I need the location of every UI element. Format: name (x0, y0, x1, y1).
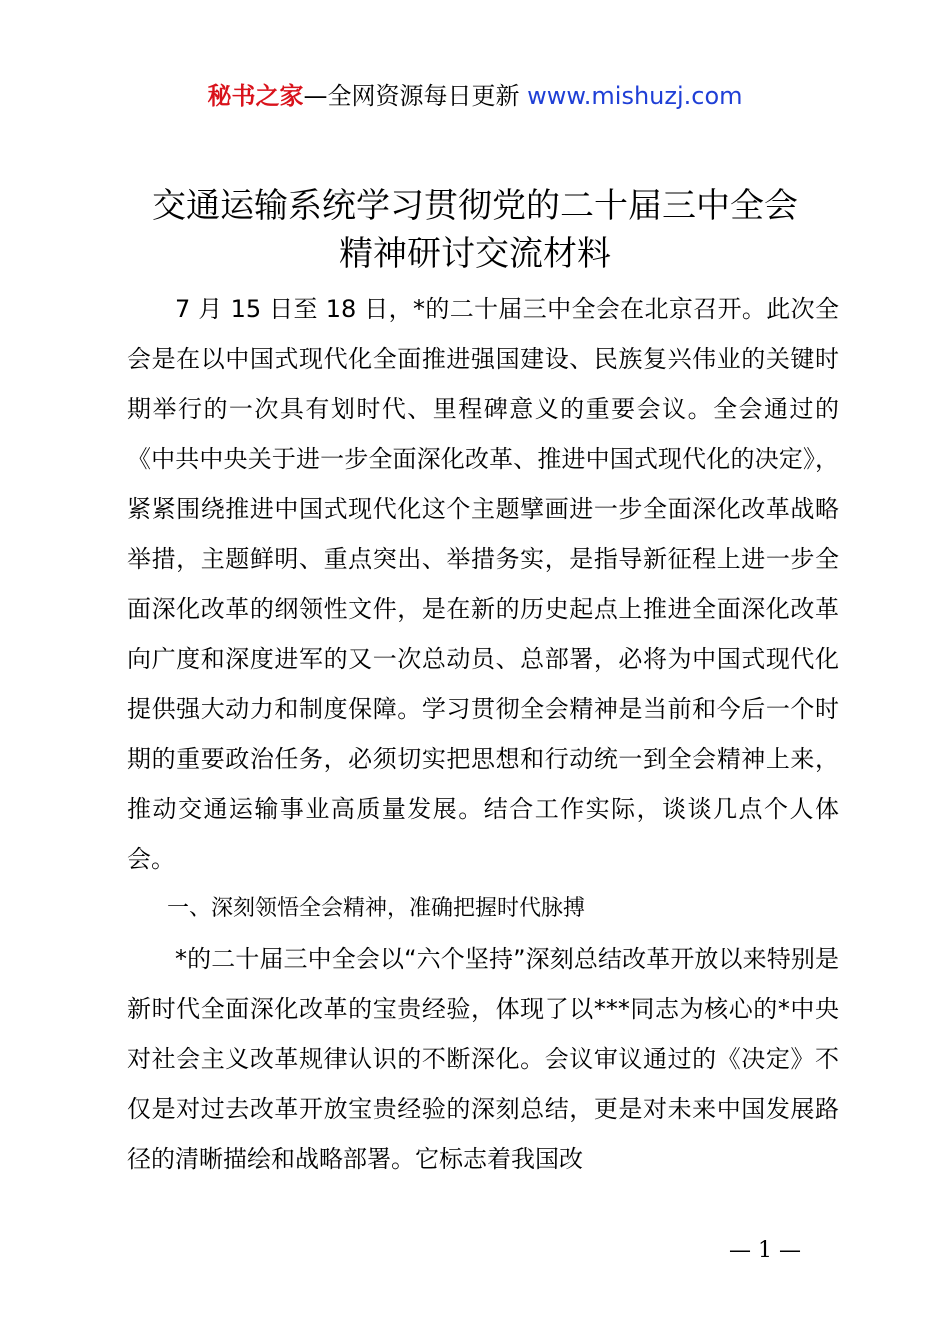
page-number: — 1 — (729, 1238, 801, 1263)
header-tagline: —全网资源每日更新 (303, 82, 520, 110)
site-header (0, 80, 950, 112)
brand-name: 秘书之家 (207, 82, 304, 110)
document-body (127, 284, 839, 1184)
document-title (0, 182, 950, 278)
title-line-2: 精神研讨交流材料 (339, 234, 611, 274)
paragraph-section-1: *的二十届三中全会以“六个坚持”深刻总结改革开放以来特别是新时代全面深化改革的宝贵经验，体现了以***同志为核心的*中央对社会主义改革规律认识的不断深化。会议审议通过的《决定》不仅是对过去改革开放宝贵经验的深刻总结，更是对未来中国发展路径的清晰描绘和战略部署。它标志着我国改 (127, 945, 839, 1173)
paragraph-intro: 7 月 15 日至 18 日，*的二十届三中全会在北京召开。此次全会是在以中国式现代化全面推进强国建设、民族复兴伟业的关键时期举行的一次具有划时代、里程碑意义的重要会议。全会通过的《中共中央关于进一步全面深化改革、推进中国式现代化的决定》，紧紧围绕推进中国式现代化这个主题擘画进一步全面深化改革战略举措，主题鲜明、重点突出、举措务实，是指导新征程上进一步全面深化改革的纲领性文件，是在新的历史起点上推进全面深化改革向广度和深度进军的又一次总动员、总部署，必将为中国式现代化提供强大动力和制度保障。学习贯彻全会精神是当前和今后一个时期的重要政治任务，必须切实把思想和行动统一到全会精神上来，推动交通运输事业高质量发展。结合工作实际，谈谈几点个人体会。 (127, 295, 839, 873)
section-heading-1: 一、深刻领悟全会精神，准确把握时代脉搏 (167, 896, 586, 921)
site-url[interactable]: www.mishuzj.com (527, 82, 743, 110)
title-line-1: 交通运输系统学习贯彻党的二十届三中全会 (152, 186, 798, 226)
